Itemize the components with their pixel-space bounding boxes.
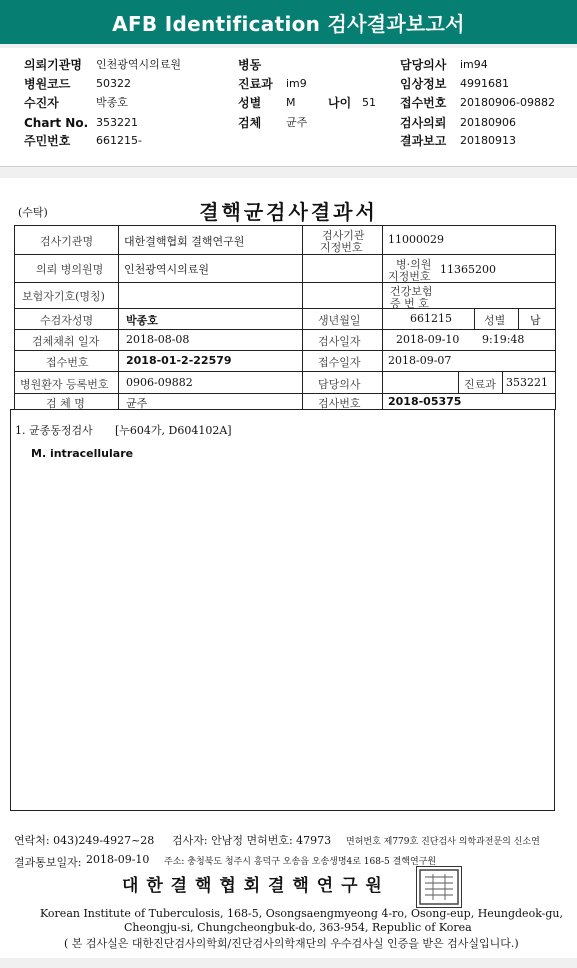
testing-org-code-label-2: 지정번호 — [320, 241, 363, 254]
address-english-line2: Cheongju-si, Chungcheongbuk-do, 363-954, Republic of Korea — [124, 921, 472, 934]
insurer-label: 보험자기호(명칭) — [22, 290, 105, 303]
address-english-line1: Korean Institute of Tuberculosis, 168-5, Osongsaengmyeong 4-ro, Osong-eup, Heungdeok-gu, — [40, 907, 564, 920]
specimen-value: 균주 — [286, 116, 308, 129]
test-date-label: 검사일자 — [318, 335, 361, 348]
sex-doc-value: 남 — [530, 314, 541, 327]
result-box — [10, 409, 555, 811]
insurance-no-label-1: 건강보험 — [390, 285, 433, 298]
department-label: 진료과 — [238, 77, 273, 91]
examinee-name-label: 수검자성명 — [40, 314, 94, 327]
referral-org-value: 인천광역시의료원 — [96, 58, 182, 71]
test-no-value: 2018-05375 — [388, 395, 462, 408]
collection-date-label: 검체채취 일자 — [32, 335, 100, 348]
resident-no-label: 주민번호 — [24, 134, 71, 148]
accession-value: 20180906-09882 — [460, 96, 555, 109]
ward-label: 병동 — [238, 58, 262, 72]
table-border-top — [14, 225, 556, 226]
seal-icon — [417, 867, 461, 907]
clinical-info-label: 임상정보 — [400, 77, 447, 91]
examinee-name-value: 박종호 — [126, 314, 158, 327]
report-date-value: 20180913 — [460, 134, 516, 147]
lab-accession-label: 접수번호 — [46, 356, 89, 369]
request-date-value: 20180906 — [460, 116, 516, 129]
department-value: im9 — [286, 77, 307, 90]
row-divider — [14, 393, 556, 394]
col-divider — [458, 371, 459, 393]
col-divider — [502, 371, 503, 393]
testing-org-code-label-1: 검사기관 — [322, 229, 365, 242]
request-date-label: 검사의뢰 — [400, 116, 447, 130]
row-divider — [14, 371, 556, 372]
table-border-left — [14, 225, 15, 409]
insurance-no-label-2: 증 번 호 — [390, 297, 429, 310]
testing-org-code-value: 11000029 — [388, 233, 444, 246]
testing-org-value: 대한결핵협회 결핵연구원 — [124, 235, 245, 248]
collection-date-value: 2018-08-08 — [126, 333, 190, 346]
row-divider — [14, 254, 556, 255]
test-date-value: 2018-09-10 — [396, 333, 460, 346]
age-value: 51 — [362, 96, 376, 109]
receipt-date-label: 접수일자 — [318, 356, 361, 369]
report-title-banner — [0, 0, 577, 44]
dept-doc-label: 진료과 — [464, 378, 496, 391]
doctor-value: im94 — [460, 58, 488, 71]
col-divider — [118, 225, 119, 409]
col-divider — [518, 308, 519, 329]
referral-org-label: 의뢰기관명 — [24, 58, 82, 72]
chart-no-label: Chart No. — [24, 116, 89, 130]
organism-result: M. intracellulare — [31, 447, 134, 460]
clinic-code-label-2: 지정번호 — [388, 270, 431, 283]
referral-clinic-value: 인천광역시의료원 — [124, 263, 210, 276]
col-divider — [302, 225, 303, 409]
specimen-doc-value: 균주 — [126, 397, 148, 410]
official-seal — [416, 866, 462, 908]
clinical-info-value: 4991681 — [460, 77, 509, 90]
row-divider — [14, 282, 556, 283]
birthdate-label: 생년월일 — [318, 314, 361, 327]
testing-org-label: 검사기관명 — [40, 235, 94, 248]
receipt-date-value: 2018-09-07 — [388, 354, 452, 367]
report-date-label: 결과보고 — [400, 134, 447, 148]
chart-no-value: 353221 — [96, 116, 138, 129]
birthdate-value: 661215 — [410, 312, 452, 325]
address-korean: 주소: 충청북도 청주시 흥덕구 오송읍 오송생명4로 168-5 결핵연구원 — [164, 857, 437, 867]
hospital-code-label: 병원코드 — [24, 77, 71, 91]
col-divider — [474, 308, 475, 329]
test-no-label: 검사번호 — [318, 397, 361, 410]
lab-accession-value: 2018-01-2-22579 — [126, 354, 232, 367]
document-title: 결핵균검사결과서 — [199, 200, 378, 224]
doctor-doc-label: 담당의사 — [318, 378, 361, 391]
scanned-result-document — [0, 178, 577, 958]
patient-reg-label: 병원환자 등록번호 — [20, 378, 109, 391]
row-divider — [14, 329, 556, 330]
report-title: AFB Identification 검사결과보고서 — [112, 11, 465, 36]
patient-value: 박종호 — [96, 96, 128, 109]
sex-doc-label: 성별 — [484, 314, 506, 327]
sex-label: 성별 — [238, 96, 262, 110]
patient-info-header — [0, 48, 577, 167]
col-divider — [382, 225, 383, 409]
referral-clinic-label: 의뢰 병의원명 — [36, 263, 104, 276]
result-test-code: [누604가, D604102A] — [115, 424, 232, 437]
result-test-item: 1. 균종동정검사 — [15, 424, 93, 437]
organization-name: 대 한 결 핵 협 회 결 핵 연 구 원 — [122, 876, 383, 896]
patient-reg-value: 0906-09882 — [126, 376, 193, 389]
patient-label: 수진자 — [24, 96, 59, 110]
age-label: 나이 — [328, 96, 352, 110]
clinic-code-value: 11365200 — [440, 263, 496, 276]
dept-doc-value: 353221 — [506, 376, 548, 389]
sex-value: M — [286, 96, 296, 109]
stamp-text: (수탁) — [18, 206, 48, 219]
hospital-code-value: 50322 — [96, 77, 131, 90]
accession-label: 접수번호 — [400, 96, 447, 110]
table-border-right — [555, 225, 556, 409]
certification-note: ( 본 검사실은 대한진단검사의학회/진단검사의학재단의 우수검사실 인증을 받은 검사실입니다.) — [64, 937, 519, 950]
examiner-info: 검사자: 안남정 면허번호: 47973 — [172, 834, 332, 847]
contact-phone: 연락처: 043)249-4927~28 — [14, 834, 155, 847]
physician-license: 면허번호 제779호 진단검사 의학과전문의 신소연 — [346, 837, 540, 847]
report-date-value-doc: 2018-09-10 — [86, 853, 150, 866]
specimen-doc-label: 검 체 명 — [46, 397, 85, 410]
row-divider — [14, 350, 556, 351]
clinic-code-label-1: 병·의원 — [396, 258, 432, 271]
specimen-label: 검체 — [238, 116, 262, 130]
report-date-label-doc: 결과통보일자: — [14, 856, 82, 869]
doctor-label: 담당의사 — [400, 58, 447, 72]
resident-no-value: 661215- — [96, 134, 142, 147]
test-time-value: 9:19:48 — [482, 333, 525, 346]
